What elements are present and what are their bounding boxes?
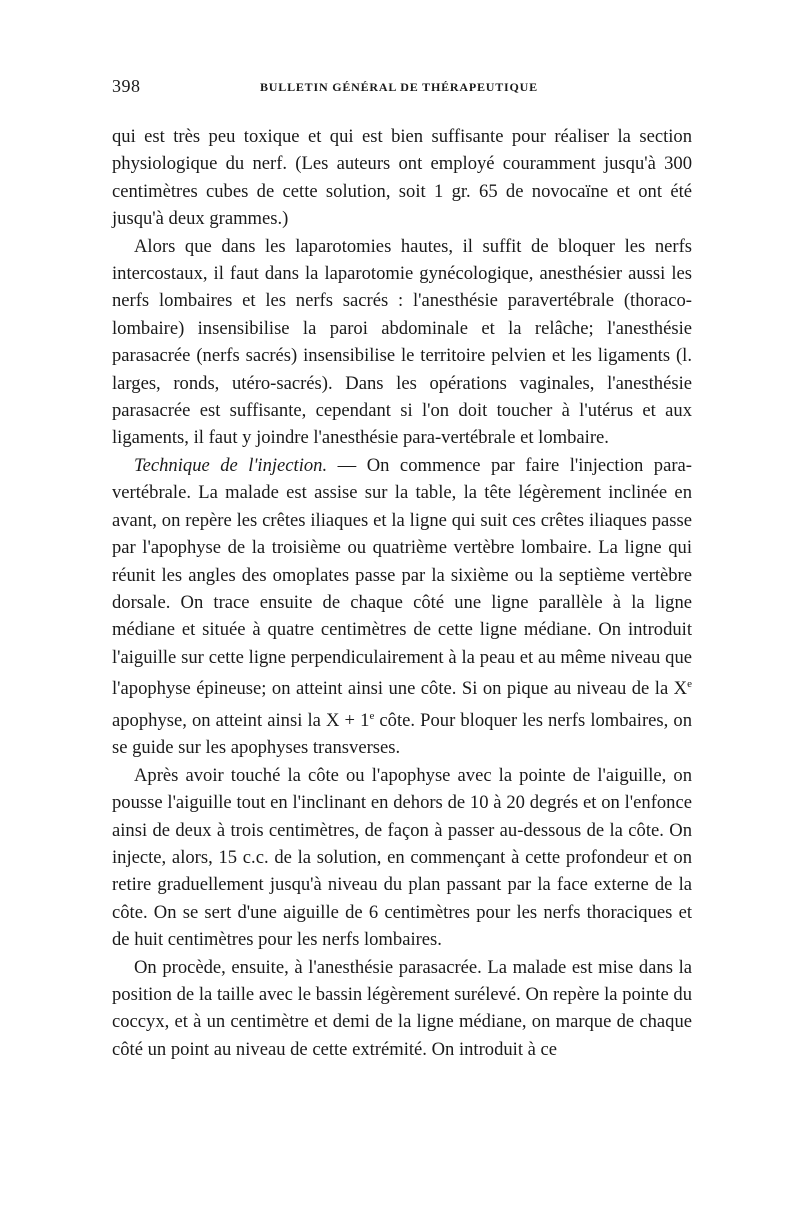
technique-text: — On commence par faire l'injection para-vertébrale. La malade est assise sur la table, la tête légèrement inclinée en avant, on repère les crêtes iliaques et la ligne qui suit ces crêtes iliaques passe par l'apophyse de la troisième ou quatrième vertèbre lombaire. La ligne qui réunit les angles des omoplates passe par la sixième ou la septième vertèbre dorsale. On trace ensuite de chaque côté une ligne parallèle à la ligne médiane et située à quatre centimètres de cette ligne médiane. On introduit l'aiguille sur cette ligne perpendiculairement à la peau et au même niveau que l'apophyse épineuse; on atteint ainsi une côte. Si on pique au niveau de la X <box>112 454 692 700</box>
body-text <box>112 123 692 1063</box>
paragraph-2: Alors que dans les laparotomies hautes, il suffit de bloquer les nerfs intercostaux, il faut dans la laparotomie gynécologique, anesthésier aussi les nerfs lombaires et les nerfs sacrés : l'anesthésie paravertébrale (thoraco-lombaire) insensibilise la paroi abdominale et la relâche; l'anesthésie parasacrée (nerfs sacrés) insensibilise le territoire pelvien et les ligaments (l. larges, ronds, utéro-sacrés). Dans les opérations vaginales, l'anesthésie parasacrée est suffisante, cependant si l'on doit toucher à l'utérus et aux ligaments, il faut y joindre l'anesthésie para-vertébrale et lombaire. <box>112 235 692 449</box>
technique-text-3: côte. Pour bloquer les nerfs lombaires, on se guide sur les apophyses transverses. <box>112 709 692 759</box>
paragraph-4: Après avoir touché la côte ou l'apophyse avec la pointe de l'aiguille, on pousse l'aiguille tout en l'inclinant en dehors de 10 à 20 degrés et on l'enfonce ainsi de deux à trois centimètres, de façon à passer au-dessous de la côte. On injecte, alors, 15 c.c. de la solution, en commençant à cette profondeur et on retire graduellement jusqu'à niveau du plan passant par la face externe de la côte. On se sert d'une aiguille de 6 centimètres pour les nerfs thoraciques et de huit centimètres pour les nerfs lombaires. <box>112 764 692 951</box>
technique-heading: Technique de l'injection. <box>134 454 328 476</box>
superscript-e-1: e <box>687 678 692 691</box>
technique-text-2: apophyse, on atteint ainsi la X + 1 <box>112 709 370 731</box>
paragraph-technique <box>112 452 692 762</box>
paragraph-5: On procède, ensuite, à l'anesthésie parasacrée. La malade est mise dans la position de la taille avec le bassin légèrement surélevé. On repère la pointe du coccyx, et à un centimètre et demi de la ligne médiane, on marque de chaque côté un point au niveau de cette extrémité. On introduit à ce <box>112 956 692 1060</box>
paragraph-1: qui est très peu toxique et qui est bien suffisante pour réaliser la section physiologique du nerf. (Les auteurs ont employé couramment jusqu'à 300 centimètres cubes de cette solution, soit 1 gr. 65 de novocaïne et ont été jusqu'à deux grammes.) <box>112 126 692 230</box>
page-number: 398 <box>112 76 141 96</box>
running-head <box>112 76 692 100</box>
journal-title: BULLETIN GÉNÉRAL DE THÉRAPEUTIQUE <box>260 80 538 94</box>
superscript-e-2: e <box>369 709 375 722</box>
